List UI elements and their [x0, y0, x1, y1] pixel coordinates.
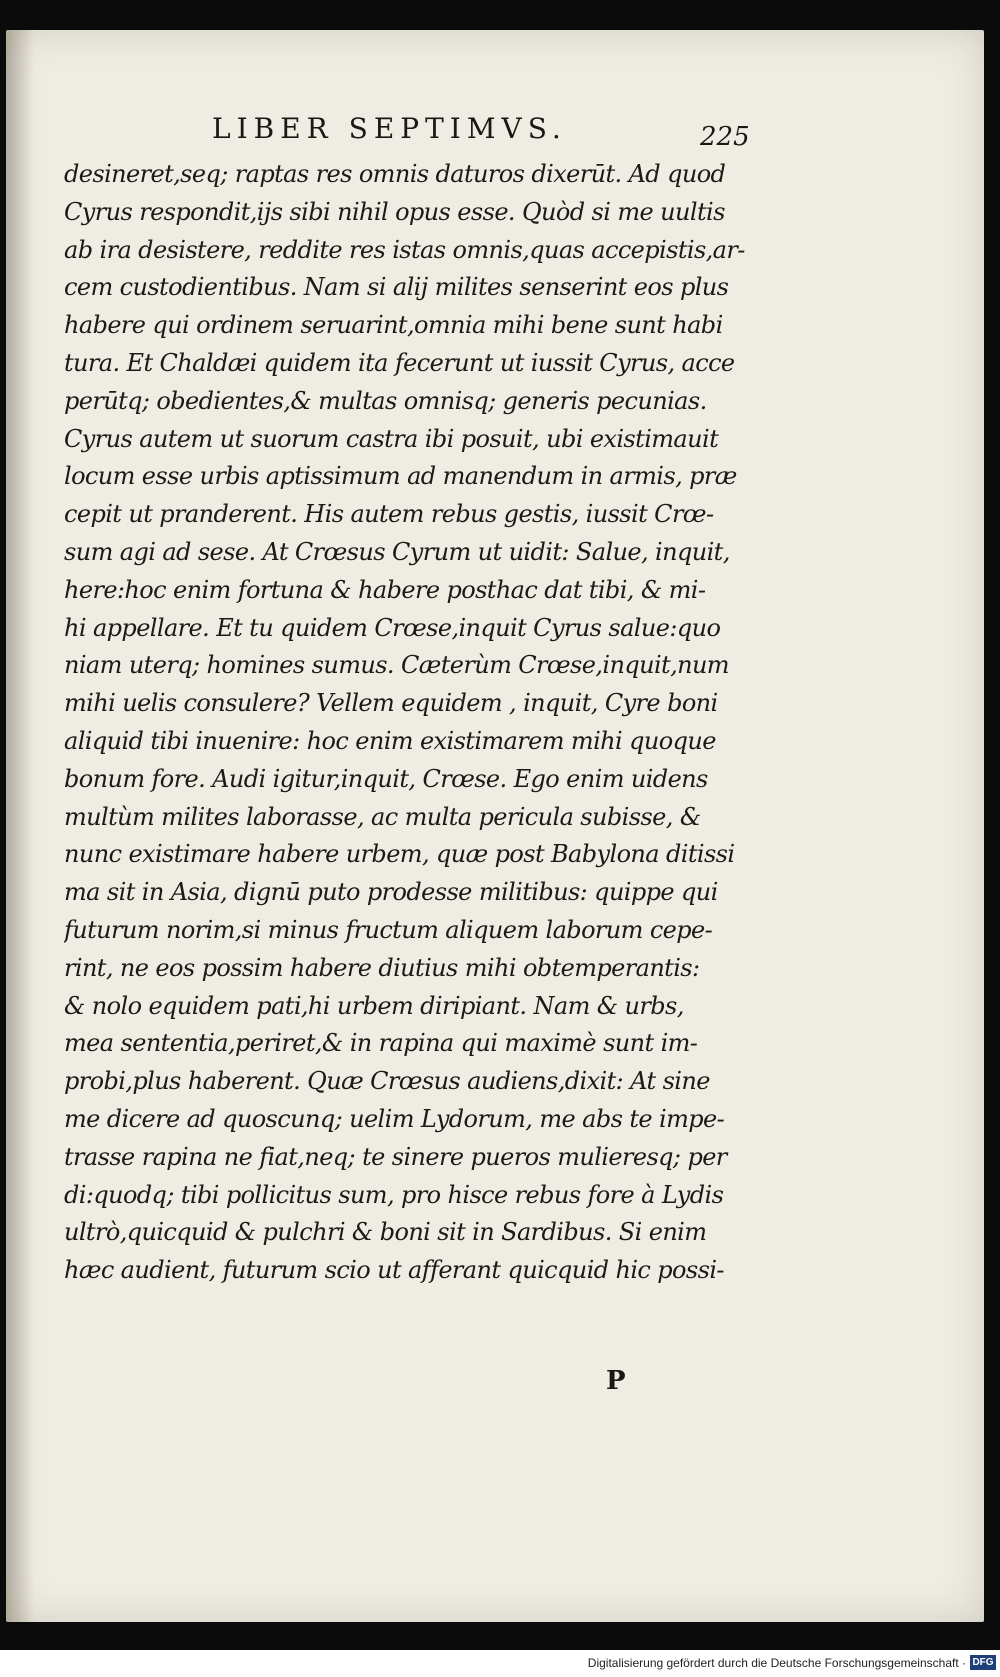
text-line: sum agi ad sese. At Crœsus Cyrum ut uidit: Salue, inquit, [64, 537, 730, 566]
text-line: habere qui ordinem seruarint,omnia mihi bene sunt habi [64, 311, 723, 340]
text-line: mihi uelis consulere? Vellem equidem , inquit, Cyre boni [64, 689, 718, 718]
text-line: hæc audient, futurum scio ut afferant quicquid hic possi- [64, 1256, 724, 1285]
text-line: hi appellare. Et tu quidem Crœse,inquit Cyrus salue:quo [64, 613, 721, 642]
text-line: nunc existimare habere urbem, quæ post Babylona ditissi [64, 840, 735, 869]
text-line: bonum fore. Audi igitur,inquit, Crœse. Ego enim uidens [64, 764, 708, 793]
book-page [6, 30, 984, 1622]
text-line: perūtq; obedientes,& multas omnisq; generis pecunias. [64, 386, 707, 415]
text-line: me dicere ad quoscunq; uelim Lydorum, me abs te impe- [64, 1104, 725, 1133]
text-line: Cyrus respondit,ijs sibi nihil opus esse. Quòd si me uultis [64, 197, 725, 226]
signature-mark: P [606, 1366, 626, 1396]
page-number: 225 [700, 122, 750, 152]
text-line: di:quodq; tibi pollicitus sum, pro hisce rebus fore à Lydis [64, 1180, 724, 1209]
running-head: LIBER SEPTIMVS. [212, 112, 567, 145]
text-line: futurum norim,si minus fructum aliquem laborum cepe- [64, 915, 713, 944]
text-line: probi,plus haberent. Quæ Crœsus audiens,dixit: At sine [64, 1067, 710, 1096]
footer-strip [0, 1650, 1000, 1677]
text-line: tura. Et Chaldæi quidem ita fecerunt ut iussit Cyrus, acce [64, 348, 735, 377]
text-line: niam uterq; homines sumus. Cæterùm Crœse,inquit,num [64, 651, 729, 680]
text-line: locum esse urbis aptissimum ad manendum in armis, præ [64, 462, 737, 491]
text-line: cepit ut pranderent. His autem rebus gestis, iussit Crœ- [64, 500, 714, 529]
dfg-logo-icon: DFG [970, 1655, 996, 1670]
text-line: trasse rapina ne fiat,neq; te sinere pueros mulieresq; per [64, 1142, 727, 1171]
text-line: ma sit in Asia, dignū puto prodesse militibus: quippe qui [64, 878, 718, 907]
text-line: here:hoc enim fortuna & habere posthac dat tibi, & mi- [64, 575, 706, 604]
text-line: cem custodientibus. Nam si alij milites senserint eos plus [64, 273, 729, 302]
text-line: rint, ne eos possim habere diutius mihi obtemperantis: [64, 953, 700, 982]
text-line: mea sententia,periret,& in rapina qui maximè sunt im- [64, 1029, 698, 1058]
text-line: & nolo equidem pati,hi urbem diripiant. Nam & urbs, [64, 991, 684, 1020]
text-line: Cyrus autem ut suorum castra ibi posuit, ubi existimauit [64, 424, 719, 453]
text-line: ab ira desistere, reddite res istas omnis,quas accepistis,ar- [64, 235, 745, 264]
funding-credit: Digitalisierung gefördert durch die Deutsche Forschungsgemeinschaft · [587, 1656, 966, 1670]
text-line: aliquid tibi inuenire: hoc enim existimarem mihi quoque [64, 726, 716, 755]
text-line: multùm milites laborasse, ac multa pericula subisse, & [64, 802, 701, 831]
text-line: ultrò,quicquid & pulchri & boni sit in Sardibus. Si enim [64, 1218, 707, 1247]
text-line: desineret,seq; raptas res omnis daturos dixerūt. Ad quod [64, 160, 726, 188]
text-block [64, 156, 764, 1290]
